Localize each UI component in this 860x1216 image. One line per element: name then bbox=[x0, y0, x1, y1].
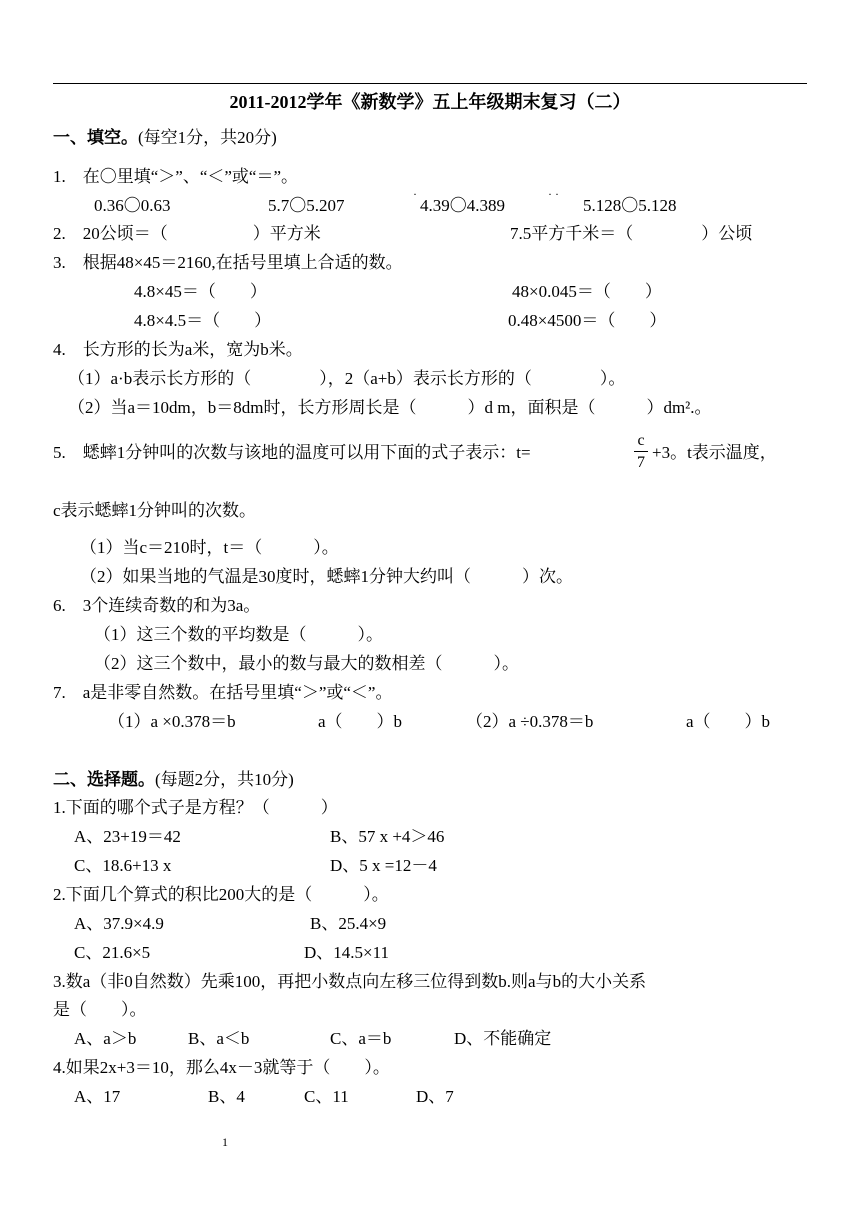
mc1-option-c: C、18.6+13 x bbox=[74, 856, 172, 875]
mc1-stem: 1.下面的哪个式子是方程？（ ） bbox=[53, 798, 338, 817]
mc2-stem: 2.下面几个算式的积比200大的是（ ）。 bbox=[53, 885, 389, 904]
q3-item-2: 48×0.045＝（ ） bbox=[512, 282, 662, 301]
q3-item-3: 4.8×4.5＝（ ） bbox=[134, 311, 272, 330]
mc4-option-d: D、7 bbox=[416, 1087, 454, 1106]
mc3-option-b: B、a＜b bbox=[188, 1029, 250, 1048]
q7-part-1-expr: （1）a ×0.378＝b bbox=[108, 712, 236, 731]
q6-part-1: （1）这三个数的平均数是（ ）。 bbox=[94, 625, 383, 644]
q3-item-1: 4.8×45＝（ ） bbox=[134, 282, 267, 301]
q4-part-2: （2）当a＝10dm，b＝8dm时，长方形周长是（ ）d m，面积是（ ）dm².。 bbox=[68, 398, 712, 417]
q1-item-4: 5.128〇5.128 bbox=[583, 196, 677, 215]
page-number: 1 bbox=[222, 1135, 228, 1149]
mc4-option-b: B、4 bbox=[208, 1087, 245, 1106]
mc2-option-b: B、25.4×9 bbox=[310, 914, 387, 933]
q7-part-2-expr: （2）a ÷0.378＝b bbox=[466, 712, 594, 731]
section1-header bbox=[53, 128, 277, 148]
q3-stem: 3. 根据48×45＝2160,在括号里填上合适的数。 bbox=[53, 253, 403, 272]
mc2-option-c: C、21.6×5 bbox=[74, 943, 151, 962]
q1-item-1: 0.36〇0.63 bbox=[94, 196, 171, 215]
fraction-numerator: c bbox=[637, 432, 645, 449]
repeating-dot-mark: · · bbox=[548, 187, 559, 201]
fraction-bar bbox=[634, 451, 648, 452]
q6-part-2: （2）这三个数中，最小的数与最大的数相差（ ）。 bbox=[94, 654, 519, 673]
mc4-option-c: C、11 bbox=[304, 1087, 349, 1106]
q3-item-4: 0.48×4500＝（ ） bbox=[508, 311, 667, 330]
repeating-dot-mark: · bbox=[413, 187, 417, 201]
section2-note: (每题2分，共10分) bbox=[155, 770, 294, 789]
mc1-option-b: B、57 x +4＞46 bbox=[330, 827, 445, 846]
q2-part-b: 7.5平方千米＝（ ）公顷 bbox=[510, 224, 753, 243]
q4-part-1: （1）a·b表示长方形的（ ），2（a+b）表示长方形的（ ）。 bbox=[68, 369, 626, 388]
mc3-option-d: D、不能确定 bbox=[454, 1029, 552, 1048]
q1-item-2: 5.7〇5.207 bbox=[268, 196, 345, 215]
mc4-option-a: A、17 bbox=[74, 1087, 121, 1106]
mc1-option-d: D、5 x =12－4 bbox=[330, 856, 437, 875]
section2-header bbox=[53, 770, 294, 790]
section2-heading: 二、选择题。 bbox=[53, 770, 155, 789]
mc3-stem-a: 3.数a（非0自然数）先乘100，再把小数点向左移三位得到数b.则a与b的大小关系 bbox=[53, 972, 647, 991]
q5-part-2: （2）如果当地的气温是30度时，蟋蟀1分钟大约叫（ ）次。 bbox=[80, 567, 573, 586]
mc1-option-a: A、23+19＝42 bbox=[74, 827, 181, 846]
page-title: 2011-2012学年《新数学》五上年级期末复习（二） bbox=[229, 92, 631, 112]
q5-part-1: （1）当c＝210时，t＝（ ）。 bbox=[80, 538, 339, 557]
q1-item-3: 4.39〇4.389 bbox=[420, 196, 505, 215]
mc3-option-a: A、a＞b bbox=[74, 1029, 137, 1048]
q5-stem-b: +3。t表示温度， bbox=[652, 443, 777, 462]
q7-part-2-answer: a（ ）b bbox=[686, 712, 771, 731]
section1-heading: 一、填空。 bbox=[53, 128, 138, 147]
q7-stem: 7. a是非零自然数。在括号里填“＞”或“＜”。 bbox=[53, 683, 393, 702]
mc2-option-d: D、14.5×11 bbox=[304, 943, 389, 962]
q6-stem: 6. 3个连续奇数的和为3a。 bbox=[53, 596, 261, 615]
mc3-stem-b: 是（ ）。 bbox=[53, 1000, 147, 1019]
fraction-denominator: 7 bbox=[637, 454, 645, 471]
mc4-stem: 4.如果2x+3＝10，那么4x－3就等于（ ）。 bbox=[53, 1058, 390, 1077]
mc3-option-c: C、a＝b bbox=[330, 1029, 392, 1048]
q1-stem: 1. 在〇里填“＞”、“＜”或“＝”。 bbox=[53, 167, 299, 186]
mc2-option-a: A、37.9×4.9 bbox=[74, 914, 164, 933]
q2-part-a: 2. 20公顷＝（ ）平方米 bbox=[53, 224, 321, 243]
q7-part-1-answer: a（ ）b bbox=[318, 712, 403, 731]
q4-stem: 4. 长方形的长为a米，宽为b米。 bbox=[53, 340, 303, 359]
q5-stem-c: c表示蟋蟀1分钟叫的次数。 bbox=[53, 501, 257, 520]
q5-stem-a: 5. 蟋蟀1分钟叫的次数与该地的温度可以用下面的式子表示：t= bbox=[53, 443, 531, 462]
section1-note: (每空1分，共20分) bbox=[138, 128, 277, 147]
header-rule bbox=[53, 83, 807, 84]
